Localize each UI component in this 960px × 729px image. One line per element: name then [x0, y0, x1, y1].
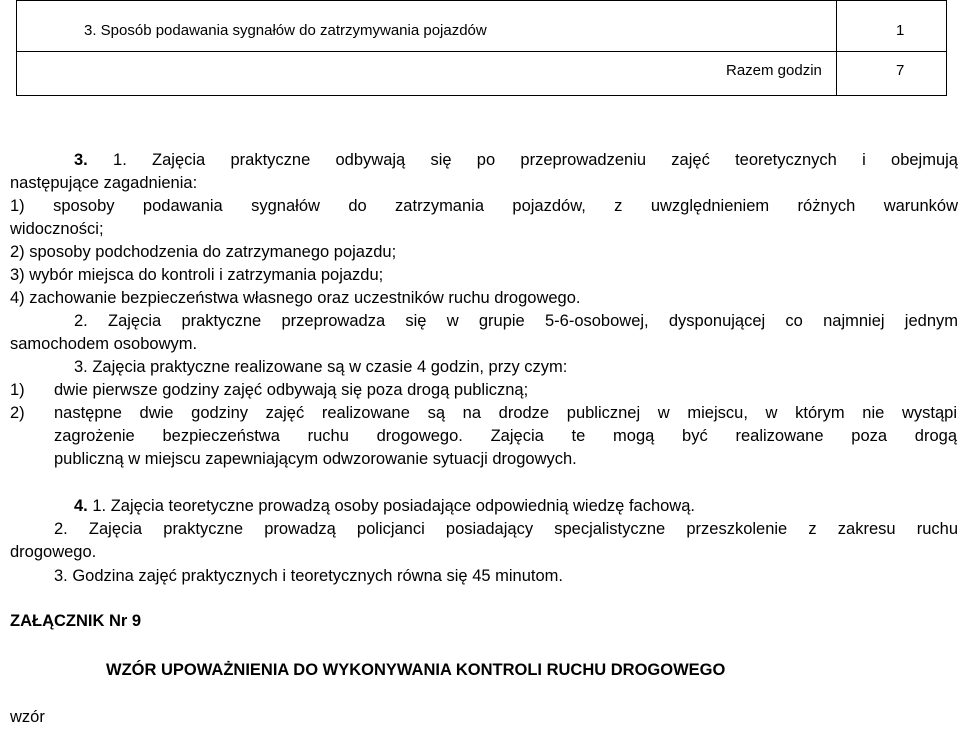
section-3-paragraph-1-text: Zajęcia praktyczne odbywają się po przeprowadzeniu zajęć teoretycznych i obejmują — [152, 151, 958, 169]
section-3-paragraph-2-line-1: 2. Zajęcia praktyczne przeprowadza się w grupie 5-6-osobowej, dysponującej co najmniej jednym — [74, 312, 958, 330]
section-3-paragraph-3-item-1-number: 1) — [10, 381, 25, 399]
hours-table — [0, 0, 960, 96]
section-3-item-2: 2) sposoby podchodzenia do zatrzymanego pojazdu; — [10, 243, 397, 261]
section-3-paragraph-3-item-2-line-1: następne dwie godziny zajęć realizowane są na drodze publicznej w miejscu, w którym nie wystąpi — [54, 404, 957, 422]
table-row-1-value: 1 — [896, 22, 905, 39]
section-3-number: 3. — [74, 151, 88, 169]
section-3-paragraph-3-item-1-text: dwie pierwsze godziny zajęć odbywają się poza drogą publiczną; — [54, 381, 529, 399]
table-row-2-value: 7 — [896, 62, 905, 79]
section-4-paragraph-3: 3. Godzina zajęć praktycznych i teoretycznych równa się 45 minutom. — [54, 567, 563, 585]
section-4-number: 4. — [74, 497, 88, 515]
table-left-border — [16, 0, 17, 96]
table-row-separator — [16, 51, 947, 52]
section-3-item-4: 4) zachowanie bezpieczeństwa własnego oraz uczestników ruchu drogowego. — [10, 289, 581, 307]
section-4-paragraph-1 — [74, 495, 695, 518]
section-3-paragraph-3-line-1: 3. Zajęcia praktyczne realizowane są w czasie 4 godzin, przy czym: — [74, 358, 568, 376]
section-3-paragraph-3-item-2-line-2: zagrożenie bezpieczeństwa ruchu drogowego. Zajęcia te mogą być realizowane poza drogą — [54, 427, 957, 445]
section-4-paragraph-1-text: 1. Zajęcia teoretyczne prowadzą osoby posiadające odpowiednią wiedzę fachową. — [92, 497, 695, 515]
section-4-paragraph-2-line-1: 2. Zajęcia praktyczne prowadzą policjanci posiadający specjalistyczne przeszkolenie z zakresu ruchu — [54, 520, 958, 538]
table-row-1-label: 3. Sposób podawania sygnałów do zatrzymywania pojazdów — [84, 22, 487, 39]
table-row-2-label: Razem godzin — [726, 62, 822, 79]
annex-footer-word: wzór — [10, 708, 45, 726]
table-divider — [836, 0, 837, 96]
section-3-paragraph-3-item-2-number: 2) — [10, 404, 25, 422]
table-row-separator-top — [16, 0, 947, 1]
section-3-item-3: 3) wybór miejsca do kontroli i zatrzymania pojazdu; — [10, 266, 384, 284]
table-bottom-border — [16, 95, 947, 96]
section-3-item-1-line-2: widoczności; — [10, 220, 104, 238]
annex-label: ZAŁĄCZNIK Nr 9 — [10, 612, 142, 630]
section-3-paragraph-3-item-2-line-3: publiczną w miejscu zapewniającym odwzorowanie sytuacji drogowych. — [54, 450, 577, 468]
table-right-border — [946, 0, 947, 96]
section-3-item-1-line-1: 1) sposoby podawania sygnałów do zatrzymania pojazdów, z uwzględnieniem różnych warunków — [10, 197, 958, 215]
section-4-paragraph-2-line-2: drogowego. — [10, 543, 97, 561]
section-3-paragraph-2-line-2: samochodem osobowym. — [10, 335, 198, 353]
annex-title: WZÓR UPOWAŻNIENIA DO WYKONYWANIA KONTROLI RUCHU DROGOWEGO — [106, 661, 726, 679]
section-3-paragraph-1-line-2: następujące zagadnienia: — [10, 174, 198, 192]
section-3-sub-number: 1. — [113, 151, 127, 169]
section-3-paragraph-1-line-1 — [74, 149, 958, 172]
